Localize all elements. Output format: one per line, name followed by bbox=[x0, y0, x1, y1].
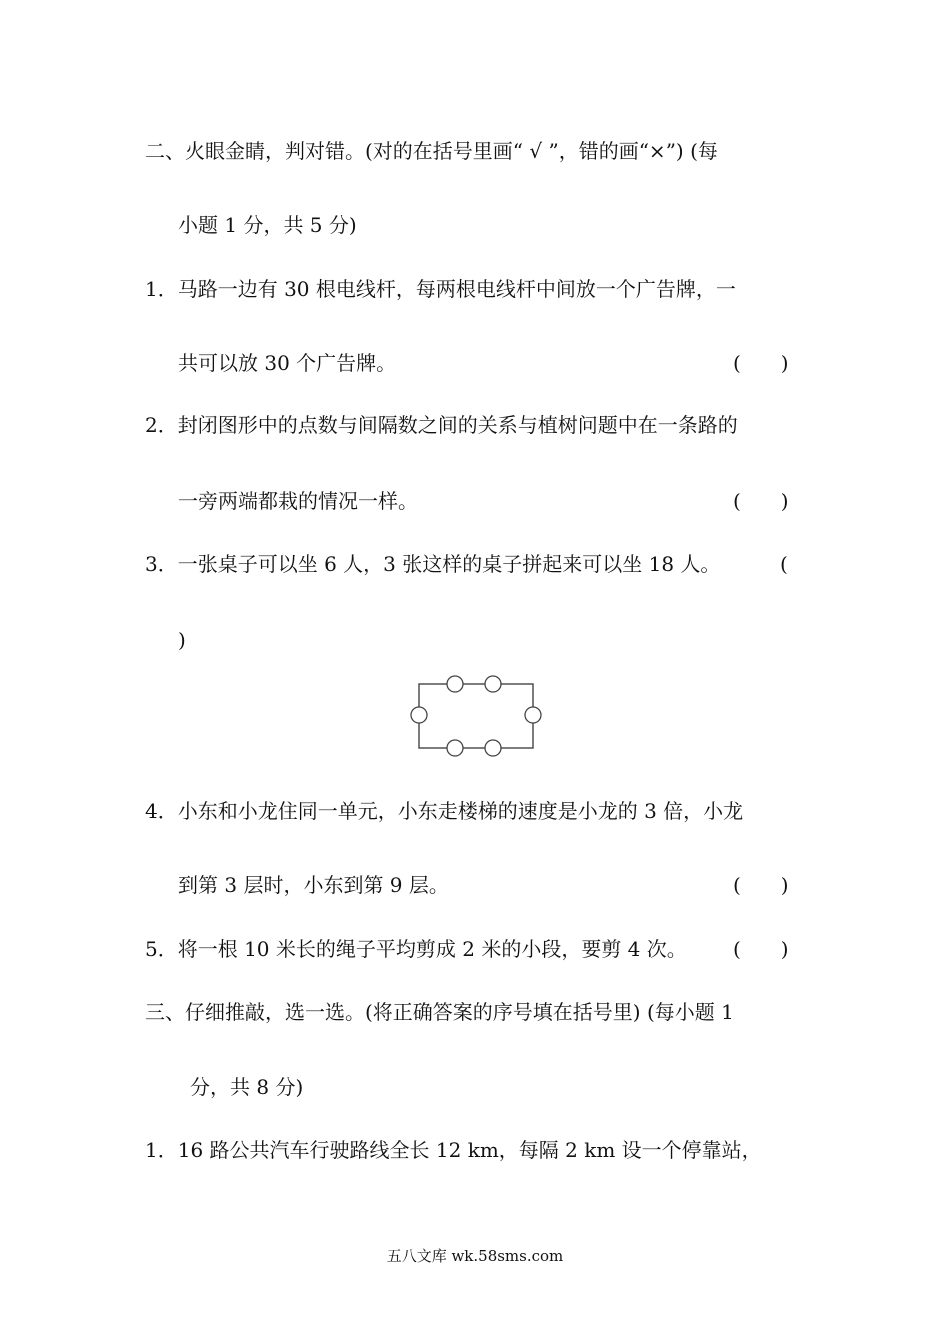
q3-answer-paren-open[interactable]: ( bbox=[780, 552, 788, 576]
q2-line1: 2．封闭图形中的点数与间隔数之间的关系与植树问题中在一条路的 bbox=[145, 413, 738, 437]
q2-answer-paren[interactable]: ( ) bbox=[733, 489, 789, 513]
page-footer: 五八文库 wk.58sms.com bbox=[386, 1247, 564, 1265]
q1-answer-paren[interactable]: ( ) bbox=[733, 351, 789, 375]
seat-circle bbox=[447, 740, 463, 756]
q3-line1: 3．一张桌子可以坐 6 人，3 张这样的桌子拼起来可以坐 18 人。 bbox=[145, 552, 721, 576]
section2-heading-line1: 二、火眼金睛，判对错。(对的在括号里画“ √ ”，错的画“×”) (每 bbox=[145, 139, 718, 163]
q1-line1: 1．马路一边有 30 根电线杆，每两根电线杆中间放一个广告牌，一 bbox=[145, 277, 736, 301]
seat-circle bbox=[485, 676, 501, 692]
seat-circle bbox=[447, 676, 463, 692]
q2-line2: 一旁两端都栽的情况一样。 bbox=[178, 489, 418, 513]
q4-answer-paren[interactable]: ( ) bbox=[733, 873, 789, 897]
table-seating-diagram bbox=[405, 672, 555, 762]
seat-circle bbox=[485, 740, 501, 756]
q3-answer-paren-close: ) bbox=[178, 628, 186, 652]
section2-heading-line2: 小题 1 分，共 5 分) bbox=[178, 213, 357, 237]
section3-heading-line2: 分，共 8 分) bbox=[190, 1075, 304, 1099]
table-rectangle bbox=[419, 684, 533, 748]
mc-q1-line1: 1．16 路公共汽车行驶路线全长 12 km，每隔 2 km 设一个停靠站， bbox=[145, 1138, 762, 1162]
seat-circle bbox=[411, 707, 427, 723]
q5-answer-paren[interactable]: ( ) bbox=[733, 937, 789, 961]
q4-line1: 4．小东和小龙住同一单元，小东走楼梯的速度是小龙的 3 倍，小龙 bbox=[145, 799, 744, 823]
q4-line2: 到第 3 层时，小东到第 9 层。 bbox=[178, 873, 449, 897]
section3-heading-line1: 三、仔细推敲，选一选。(将正确答案的序号填在括号里) (每小题 1 bbox=[145, 1000, 734, 1024]
q5-line1: 5．将一根 10 米长的绳子平均剪成 2 米的小段，要剪 4 次。 bbox=[145, 937, 687, 961]
seat-circle bbox=[525, 707, 541, 723]
q1-line2: 共可以放 30 个广告牌。 bbox=[178, 351, 397, 375]
